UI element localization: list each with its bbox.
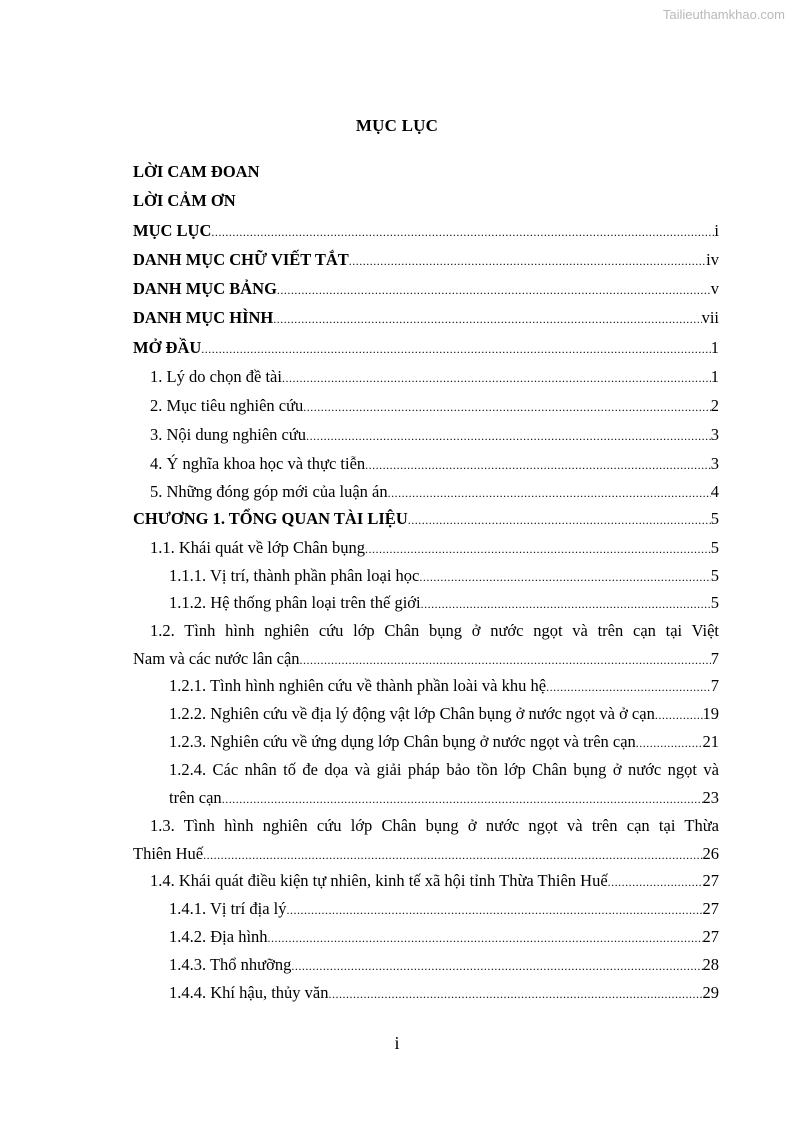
toc-entry-text: 1.2.3. Nghiên cứu về ứng dụng lớp Chân bụng ở nước ngọt và trên cạn: [169, 732, 636, 751]
toc-entry-page: i: [714, 221, 719, 240]
toc-entry[interactable]: [150, 366, 719, 388]
toc-entry-page: 3: [710, 425, 719, 444]
toc-entry-text: 1.2.2. Nghiên cứu về địa lý động vật lớp Chân bụng ở nước ngọt và ở cạn: [169, 704, 655, 723]
toc-entry[interactable]: [133, 337, 719, 359]
leader-dots: [268, 927, 703, 949]
toc-entry-text: LỜI CAM ĐOAN: [133, 162, 260, 181]
toc-entry-line1[interactable]: 1.2. Tình hình nghiên cứu lớp Chân bụng ở nước ngọt và trên cạn tại Việt: [150, 621, 719, 640]
leader-dots: [388, 482, 711, 504]
toc-entry[interactable]: [150, 870, 719, 892]
toc-entry-page: 5: [710, 509, 719, 528]
toc-entry-page: 1: [710, 367, 719, 386]
leader-dots: [655, 704, 703, 726]
toc-entry[interactable]: [133, 843, 719, 865]
leader-dots: [408, 509, 711, 531]
leader-dots: [211, 221, 714, 243]
page-number: i: [394, 1033, 400, 1053]
toc-entry-text: 5. Những đóng góp mới của luận án: [150, 482, 388, 501]
toc-entry-text: 4. Ý nghĩa khoa học và thực tiễn: [150, 454, 366, 473]
toc-entry-text: CHƯƠNG 1. TỔNG QUAN TÀI LIỆU: [133, 509, 408, 528]
toc-entry-text: 1.4.2. Địa hình: [169, 927, 268, 946]
toc-entry-text: 1.2.1. Tình hình nghiên cứu về thành phần loài và khu hệ: [169, 676, 547, 695]
toc-entry-text: 2. Mục tiêu nghiên cứu: [150, 396, 304, 415]
toc-entry-page: v: [710, 279, 719, 298]
leader-dots: [282, 367, 711, 389]
toc-entry-page: iv: [706, 250, 719, 269]
toc-entry-text: 1. Lý do chọn đề tài: [150, 367, 282, 386]
leader-dots: [286, 899, 702, 921]
toc-entry-text: LỜI CẢM ƠN: [133, 191, 236, 210]
toc-entry-text: DANH MỤC BẢNG: [133, 279, 277, 298]
leader-dots: [546, 676, 711, 698]
toc-entry[interactable]: [133, 161, 719, 183]
toc-entry-page: 27: [702, 927, 719, 946]
toc-entry-page: 1: [710, 338, 719, 357]
toc-entry-page: 27: [702, 871, 719, 890]
toc-entry[interactable]: [133, 220, 719, 242]
toc-entry[interactable]: [169, 787, 719, 809]
toc-entry[interactable]: [133, 648, 719, 670]
toc-entry[interactable]: [133, 307, 719, 329]
leader-dots: [273, 308, 701, 330]
toc-entry[interactable]: [150, 424, 719, 446]
toc-entry-page: 26: [702, 844, 719, 863]
toc-entry[interactable]: [150, 395, 719, 417]
leader-dots: [201, 338, 710, 360]
toc-entry-text: 1.1. Khái quát về lớp Chân bụng: [150, 538, 365, 557]
leader-dots: [306, 425, 711, 447]
toc-entry-page: 28: [702, 955, 719, 974]
toc-entry-page: 3: [710, 454, 719, 473]
leader-dots: [365, 454, 711, 476]
toc-entry-page: 27: [702, 899, 719, 918]
toc-entry-text: MỤC LỤC: [133, 221, 212, 240]
toc-entry-text: 1.4. Khái quát điều kiện tự nhiên, kinh tế xã hội tỉnh Thừa Thiên Huế: [150, 871, 608, 890]
leader-dots: [636, 732, 703, 754]
toc-entry-text: trên cạn: [169, 788, 222, 807]
leader-dots: [300, 649, 711, 671]
toc-entry-line1[interactable]: 1.3. Tình hình nghiên cứu lớp Chân bụng ở nước ngọt và trên cạn tại Thừa: [150, 816, 719, 835]
toc-entry[interactable]: [169, 954, 719, 976]
toc-entry-text: 1.4.4. Khí hậu, thủy văn: [169, 983, 329, 1002]
toc-entry[interactable]: [169, 592, 719, 614]
watermark: Tailieuthamkhao.com: [662, 7, 785, 22]
toc-entry-text: 1.1.1. Vị trí, thành phần phân loại học: [169, 566, 420, 585]
toc-entry[interactable]: [133, 190, 719, 212]
leader-dots: [277, 279, 711, 301]
leader-dots: [419, 566, 710, 588]
toc-entry-page: 2: [710, 396, 719, 415]
toc-entry[interactable]: [133, 249, 719, 271]
toc-entry[interactable]: [133, 278, 719, 300]
toc-entry-page: 4: [710, 482, 719, 501]
toc-entry-page: 5: [710, 566, 719, 585]
toc-entry-page: 21: [702, 732, 719, 751]
leader-dots: [203, 844, 702, 866]
toc-entry-text: DANH MỤC HÌNH: [133, 308, 274, 327]
toc-entry[interactable]: [169, 703, 719, 725]
leader-dots: [421, 593, 711, 615]
toc-entry[interactable]: [169, 675, 719, 697]
toc-entry[interactable]: [150, 453, 719, 475]
toc-entry[interactable]: [169, 982, 719, 1004]
leader-dots: [349, 250, 706, 272]
toc-entry-page: 29: [702, 983, 719, 1002]
toc-entry[interactable]: [150, 537, 719, 559]
toc-entry-page: 23: [702, 788, 719, 807]
toc-entry-text: Thiên Huế: [133, 844, 204, 863]
toc-entry-text: 1.4.1. Vị trí địa lý: [169, 899, 287, 918]
leader-dots: [222, 788, 703, 810]
toc-entry[interactable]: [169, 926, 719, 948]
toc-entry-text: 1.4.3. Thổ nhưỡng: [169, 955, 292, 974]
toc-entry-page: 5: [710, 593, 719, 612]
toc-entry-page: 7: [710, 676, 719, 695]
toc-entry-page: 19: [702, 704, 719, 723]
toc-entry[interactable]: [169, 898, 719, 920]
leader-dots: [608, 871, 703, 893]
toc-entry-line1[interactable]: 1.2.4. Các nhân tố đe dọa và giải pháp bảo tồn lớp Chân bụng ở nước ngọt và: [169, 760, 719, 779]
toc-entry-text: DANH MỤC CHỮ VIẾT TẮT: [133, 250, 349, 269]
toc-entry[interactable]: [169, 731, 719, 753]
leader-dots: [365, 538, 711, 560]
toc-entry-text: 1.1.2. Hệ thống phân loại trên thế giới: [169, 593, 421, 612]
toc-entry-text: Nam và các nước lân cận: [133, 649, 300, 668]
leader-dots: [291, 955, 702, 977]
toc-entry[interactable]: [133, 508, 719, 530]
toc-entry-text: MỞ ĐẦU: [133, 338, 202, 357]
toc-entry-page: 5: [710, 538, 719, 557]
toc-entry-page: vii: [701, 308, 719, 327]
toc-entry[interactable]: [150, 481, 719, 503]
leader-dots: [303, 396, 710, 418]
toc-entry[interactable]: [169, 565, 719, 587]
toc-entry-text: 3. Nội dung nghiên cứu: [150, 425, 307, 444]
page-title: MỤC LỤC: [355, 116, 439, 135]
leader-dots: [328, 983, 702, 1005]
toc-entry-page: 7: [710, 649, 719, 668]
